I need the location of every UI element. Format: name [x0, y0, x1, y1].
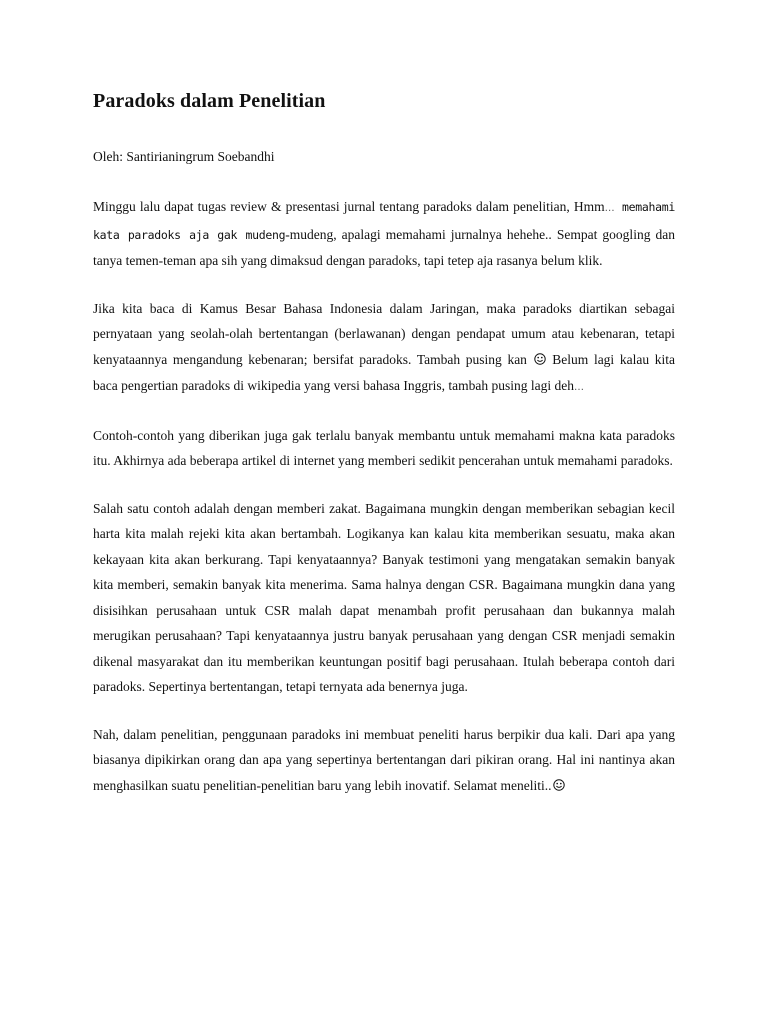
- paragraph-5-text: Nah, dalam penelitian, penggunaan paradoks ini membuat peneliti harus berpikir dua kali. Dari apa yang biasanya dipikirkan orang dan apa yang sepertinya bertentangan dari pikiran orang. Hal ini nantinya akan menghasilkan suatu penelitian-penelitian baru yang lebih inovatif. Selamat meneliti..: [93, 726, 675, 793]
- paragraph-1-mono-text: memahami kata paradoks aja gak mudeng: [93, 200, 675, 242]
- paragraph-5: [93, 722, 675, 800]
- paragraph-2-text-b: Belum lagi kalau kita baca pengertian paradoks di wikipedia yang versi bahasa Inggris, tambah pusing lagi deh: [93, 351, 675, 393]
- paragraph-4: Salah satu contoh adalah dengan memberi zakat. Bagaimana mungkin dengan memberikan sebagian kecil harta kita malah rejeki kita akan bertambah. Logikanya kan kalau kita memberikan sesuatu, maka akan kekayaan kita akan berkurang. Tapi kenyataannya? Banyak testimoni yang mengatakan semakin banyak kita memberi, semakin banyak kita menerima. Sama halnya dengan CSR. Bagaimana mungkin dana yang disisihkan perusahaan untuk CSR malah dapat menambah profit perusahaan dan bukannya malah merugikan perusahaan? Tapi kenyataannya justru banyak perusahaan yang dengan CSR menjadi semakin dikenal masyarakat dan itu memberikan keuntungan positif bagi perusahaan. Itulah beberapa contoh dari paradoks. Sepertinya bertentangan, tetapi ternyata ada benernya juga.: [93, 500, 675, 694]
- author-byline: Oleh: Santirianingrum Soebandhi: [93, 149, 275, 164]
- paragraph-2: [93, 296, 675, 401]
- paragraph-3: Contoh-contoh yang diberikan juga gak terlalu banyak membantu untuk memahami makna kata paradoks itu. Akhirnya ada beberapa artikel di internet yang memberi sedikit pencerahan untuk memahami paradoks.: [93, 427, 675, 468]
- smiley-icon: [534, 348, 546, 374]
- smiley-icon: [553, 774, 565, 800]
- paragraph-1: [93, 194, 675, 274]
- paragraph-1-text-a: Minggu lalu dapat tugas review & presentasi jurnal tentang paradoks dalam penelitian, Hmm: [93, 199, 605, 214]
- paragraph-1-text-b: -mudeng, apalagi memahami jurnalnya hehehe.. Sempat googling dan tanya temen-teman apa sih yang dimaksud dengan paradoks, tapi tetep aja rasanya belum klik.: [93, 226, 676, 268]
- ellipsis: …: [604, 203, 615, 214]
- document-title: Paradoks dalam Penelitian: [93, 90, 326, 112]
- document-page: [93, 88, 675, 821]
- ellipsis: …: [573, 382, 584, 393]
- paragraph-2-text-a: Jika kita baca di Kamus Besar Bahasa Indonesia dalam Jaringan, maka paradoks diartikan sebagai pernyataan yang seolah-olah bertentangan (berlawanan) dengan pendapat umum atau kebenaran, tetapi kenyataannya mengandung kebenaran; bersifat paradoks. Tambah pusing kan: [93, 300, 675, 367]
